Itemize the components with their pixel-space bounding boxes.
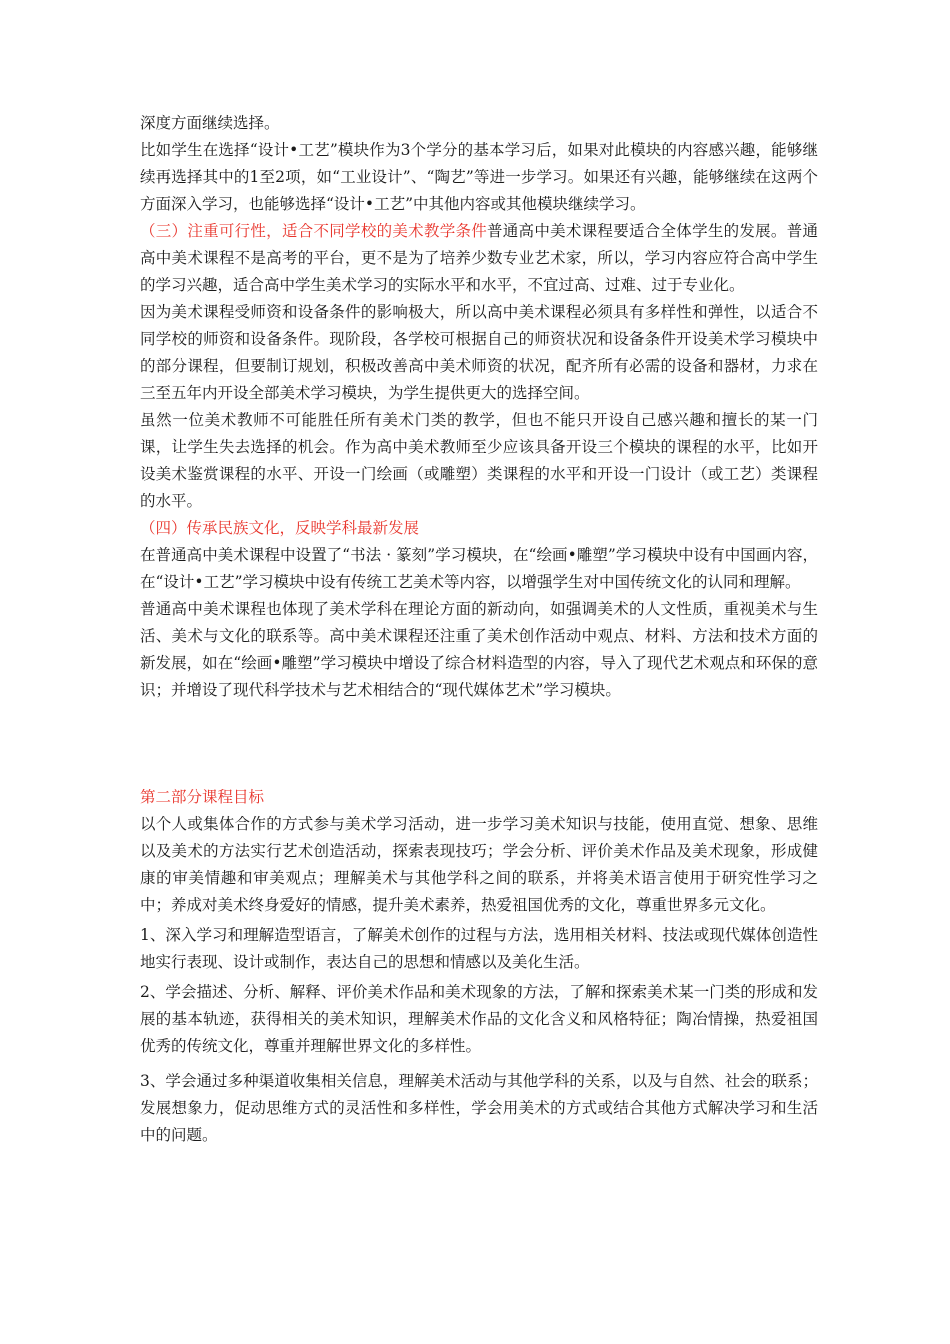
goal-item-2: 2、学会描述、分析、解释、评价美术作品和美术现象的方法，了解和探索美术某一门类的形成和发展的基本轨迹，获得相关的美术知识，理解美术作品的文化含义和风格特征；陶冶情操，热爱祖国优秀的传统文化，尊重并理解世界文化的多样性。 xyxy=(140,983,818,1055)
section-title-goals: 第二部分课程目标 xyxy=(140,788,265,806)
heading-culture: （四）传承民族文化，反映学科最新发展 xyxy=(140,519,420,537)
paragraph-example: 比如学生在选择“设计•工艺”模块作为3个学分的基本学习后，如果对此模块的内容感兴趣，能够继续再选择其中的1至2项，如“工业设计”、“陶艺”等进一步学习。如果还有兴趣，能够继续在这两个方面深入学习，也能够选择“设计•工艺”中其他内容或其他模块继续学习。 xyxy=(140,141,818,213)
paragraph-continuation: 深度方面继续选择。 xyxy=(140,114,280,132)
document-page xyxy=(140,110,818,1149)
section-spacer xyxy=(140,704,818,758)
paragraph-teachers-equipment: 因为美术课程受师资和设备条件的影响极大，所以高中美术课程必须具有多样性和弹性，以适合不同学校的师资和设备条件。现阶段，各学校可根据自己的师资状况和设备条件开设美术学习模块中的部分课程，但要制订规划，积极改善高中美术师资的状况，配齐所有必需的设备和器材，力求在三至五年内开设全部美术学习模块，为学生提供更大的选择空间。 xyxy=(140,303,818,402)
heading-feasibility: （三）注重可行性，适合不同学校的美术教学条件 xyxy=(140,222,488,240)
paragraph-calligraphy: 在普通高中美术课程中设置了“书法 · 篆刻”学习模块，在“绘画•雕塑”学习模块中设有中国画内容，在“设计•工艺”学习模块中设有传统工艺美术等内容，以增强学生对中国传统文化的认同和理解。 xyxy=(140,546,818,591)
paragraph-teacher-ability: 虽然一位美术教师不可能胜任所有美术门类的教学，但也不能只开设自己感兴趣和擅长的某一门课，让学生失去选择的机会。作为高中美术教师至少应该具备开设三个模块的课程的水平，比如开设美术鉴赏课程的水平、开设一门绘画（或雕塑）类课程的水平和开设一门设计（或工艺）类课程的水平。 xyxy=(140,411,818,510)
goal-item-1: 1、深入学习和理解造型语言，了解美术创作的过程与方法，选用相关材料、技法或现代媒体创造性地实行表现、设计或制作，表达自己的思想和情感以及美化生活。 xyxy=(140,926,818,971)
paragraph-feasibility xyxy=(140,218,818,299)
paragraph-feasibility-text: 普通高中美术课程要适合全体学生的发展。普通高中美术课程不是高考的平台，更不是为了培养少数专业艺术家，所以，学习内容应符合高中学生的学习兴趣，适合高中学生美术学习的实际水平和水平，不宜过高、过难、过于专业化。 xyxy=(140,222,818,294)
paragraph-new-trends: 普通高中美术课程也体现了美术学科在理论方面的新动向，如强调美术的人文性质，重视美术与生活、美术与文化的联系等。高中美术课程还注重了美术创作活动中观点、材料、方法和技术方面的新发展，如在“绘画•雕塑”学习模块中增设了综合材料造型的内容，导入了现代艺术观点和环保的意识；并增设了现代科学技术与艺术相结合的“现代媒体艺术”学习模块。 xyxy=(140,600,818,699)
paragraph-goals-intro: 以个人或集体合作的方式参与美术学习活动，进一步学习美术知识与技能，使用直觉、想象、思维以及美术的方法实行艺术创造活动，探索表现技巧；学会分析、评价美术作品及美术现象，形成健康的审美情趣和审美观点；理解美术与其他学科之间的联系，并将美术语言使用于研究性学习之中；养成对美术终身爱好的情感，提升美术素养，热爱祖国优秀的文化，尊重世界多元文化。 xyxy=(140,815,818,914)
goal-item-3: 3、学会通过多种渠道收集相关信息，理解美术活动与其他学科的关系，以及与自然、社会的联系；发展想象力，促动思维方式的灵活性和多样性，学会用美术的方式或结合其他方式解决学习和生活中的问题。 xyxy=(140,1072,818,1144)
